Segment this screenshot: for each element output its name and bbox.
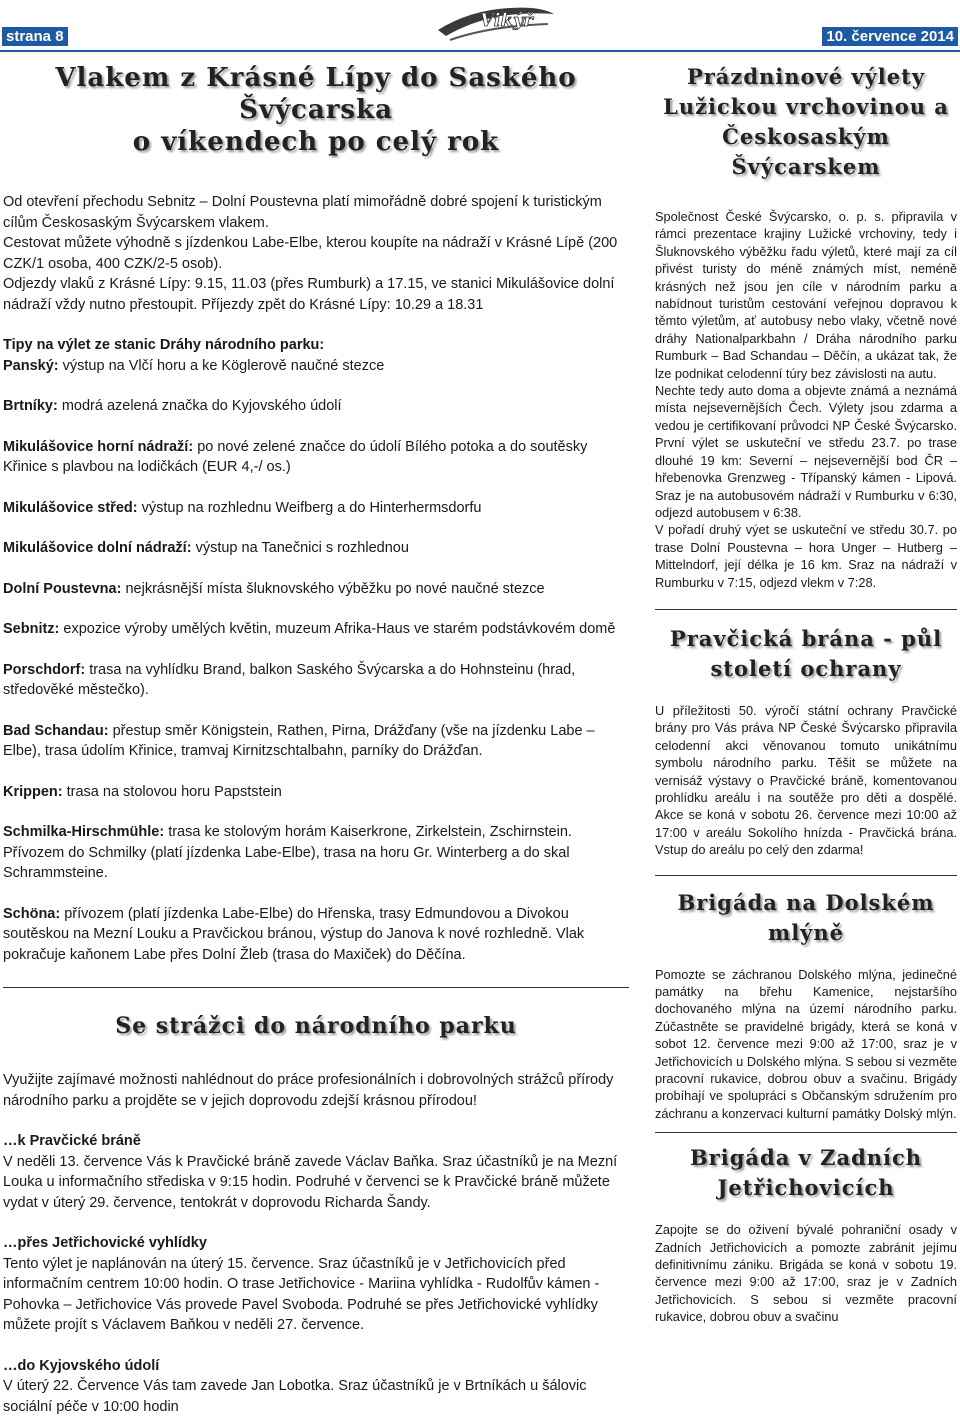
left-column (3, 62, 629, 1417)
intro-paragraph-3: Odjezdy vlaků z Krásné Lípy: 9.15, 11.03 (přes Rumburk) a 17.15, ve stanici Mikulášovice dolní nádraží vždy nutno přestoupit. Příjezdy zpět do Krásné Lípy: 10.29 a 18.31 (3, 276, 615, 313)
tip-item: Mikulášovice střed: výstup na rozhlednu Weifberg a do Hinterhermsdorfu (3, 499, 482, 516)
section-divider (655, 609, 957, 610)
right-column (655, 62, 957, 1326)
tip-item: Mikulášovice dolní nádraží: výstup na Tanečnici s rozhlednou (3, 540, 409, 556)
tip-item: Schöna: přívozem (platí jízdenka Labe-Elbe) do Hřenska, trasy Edmundovou a Divokou soutěskou na Mezní Louku a Pravčickou bránou, výstup do Janova k nové rozhledně. Vlak pokračuje kaňonem Labe přes Dolní Žleb (trasa do Maxiček) do Děčína. (3, 905, 585, 963)
section-divider (3, 987, 629, 988)
intro-paragraph-1: Od otevření přechodu Sebnitz – Dolní Poustevna platí mimořádně dobré spojení k turistickým cílům Českosaským Švýcarskem vlakem. (3, 194, 602, 231)
page-number: strana 8 (2, 27, 68, 46)
main-article-title: Vlakem z Krásné Lípy do Saského Švýcarska o víkendech po celý rok (55, 63, 577, 157)
rangers-title: Se strážci do národního parku (115, 1013, 517, 1039)
trip-heading: …k Pravčické bráně (3, 1133, 141, 1149)
tip-item: Dolní Poustevna: nejkrásnější místa šluknovského výběžku po nové naučné stezce (3, 580, 545, 597)
trip-text: V úterý 22. Července Vás tam zavede Jan Lobotka. Sraz účastníků je v Brtníkách u šálovic sociální péče v 10:00 hodin (3, 1378, 587, 1415)
logo-text: Vikýř (480, 10, 533, 31)
intro-paragraph-2: Cestovat můžete výhodně s jízdenkou Labe-Elbe, kterou koupíte na nádraží v Krásné Lípě (200 CZK/1 osoba, 400 CZK/2-5 osob). (3, 235, 618, 272)
box4-title: Brigáda v Zadních Jetřichovicích (689, 1145, 923, 1201)
section-divider (655, 1132, 957, 1133)
tip-item: Brtníky: modrá azelená značka do Kyjovského údolí (3, 398, 342, 414)
tip-item: Mikulášovice horní nádraží: po nové zelené značce do údolí Bílého potoka a do soutěsky Křinice s plavbou na lodičkách (EUR 4,-/ os.) (3, 438, 588, 475)
tip-item: Sebnitz: expozice výroby umělých květin, muzeum Afrika-Haus ve starém podstávkovém domě (3, 621, 616, 637)
header-rule (0, 50, 960, 52)
box3-paragraph: Pomozte se záchranou Dolského mlýna, jedinečné památky na břehu Kamenice, nejstaršího dochovaného mlýna na území národního parku. Zúčastněte se pravidelné brigády, která se koná v sobot 12. července mezi 9:00 až 17:00, sraz je v Jetřichovicích u Dolského mlýna. S sebou si vezměte pracovní rukavice, dobrou obuv a svačinu. Brigády probíhají ve spolupráci s Občanským sdružením pro záchranu a konzervaci kulturní památky Dolský mlýn. (655, 966, 957, 1121)
box1-paragraph: V pořadí druhý výet se uskuteční ve středu 30.7. po trase Dolní Poustevna – hora Unger – Hutberg – Mittelndorf, její délka je 16 km. Sraz na nádraží v Rumburku v 7:15, odjezd vlekm v 7:28. (655, 522, 957, 590)
box1-paragraph: Nechte tedy auto doma a objevte známá a neznámá místa nejsevernějších Čech. Výlety jsou zdarma a vedou je certifikovaní průvodci NP České Švýcarsko. První výlet se uskuteční ve středu 23.7. po trase dlouhé 19 km: Severní – nejsevernější bod ČR – hřebenovka Grenzweg - Třípanský kámen - Lipová. Sraz je na autobusovém nádraží v Rumburku v 6:30, odjezd autobusem v 6:38. (655, 383, 957, 520)
page-header (0, 0, 960, 56)
issue-date: 10. července 2014 (822, 27, 958, 46)
box3-title: Brigáda na Dolském mlýně (677, 889, 935, 945)
trip-text: Tento výlet je naplánován na úterý 15. července. Sraz účastníků je v Jetřichovicích před informačním centrem 10:00 hodin. O trase Jetřichovice - Mariina vyhlídka - Rudolfův kámen - Pohovka – Jetřichovice Vás provede Pavel Svoboda. Podruhé se přes Jetřichovické vyhlídky můžete projít s Václavem Baňkou v neděli 27. července. (3, 1255, 600, 1333)
tip-item: Panský: výstup na Vlčí horu a ke Köglerově naučné stezce (3, 357, 385, 374)
box2-title: Pravčická brána - půl století ochrany (669, 625, 943, 681)
box1-title: Prázdninové výlety Lužickou vrchovinou a Českosaským Švýcarskem (663, 64, 949, 179)
trip-heading: …do Kyjovského údolí (3, 1357, 160, 1374)
tips-heading: Tipy na výlet ze stanic Dráhy národního parku: (3, 337, 325, 353)
box2-paragraph: U příležitosti 50. výročí státní ochrany Pravčické brány pro Vás práva NP České Švýcarsko připravila celodenní akci věnovanou tomuto unikátnímu symbolu národního parku. Těšit se můžete na vernisáž výstavy o Pravčické bráně, komentovanou prohlídku areálu i na soutěže pro děti a dospělé. Akce se koná v sobotu 26. července mezi 10:00 až 17:00 v areálu Sokolího hnízda - Pravčická brána. Vstup do areálu po celý den zdarma! (655, 702, 957, 858)
tip-item: Krippen: trasa na stolovou horu Papststein (3, 783, 282, 800)
trip-heading: …přes Jetřichovické vyhlídky (3, 1235, 207, 1251)
vikyr-logo (430, 0, 560, 48)
tip-item: Schmilka-Hirschmühle: trasa ke stolovým horám Kaiserkrone, Zirkelstein, Zschirnstein. Přívozem do Schmilky (platí jízdenka Labe-Elbe), trasa na horu Gr. Winterberg a do skal Schrammsteine. (3, 824, 572, 881)
section-divider (655, 875, 957, 876)
tip-item: Porschdorf: trasa na vyhlídku Brand, balkon Saského Švýcarska a do Hohnsteinu (hrad, středověké městečko). (3, 661, 576, 698)
trip-text: V neděli 13. července Vás k Pravčické bráně zavede Václav Baňka. Sraz účastníků je na Mezní Louka u informačního střediska v 9:15 hodin. Podruhé v červenci se k Pravčické bráně můžete vydat v úterý 29. července, tentokrát v doprovodu Richarda Šandy. (3, 1153, 618, 1211)
rangers-intro: Využijte zajímavé možnosti nahlédnout do práce profesionálních i dobrovolných strážců přírody národního parku a projděte se v jejich doprovodu zdejší krásnou přírodou! (3, 1072, 614, 1109)
tip-item: Bad Schandau: přestup směr Königstein, Rathen, Pirna, Drážďany (vše na jízdenku Labe – Elbe), trasa údolím Křinice, tramvaj Kirnitzschtalbahn, parníky do Drážďan. (3, 722, 595, 759)
box4-paragraph: Zapojte se do oživení bývalé pohraniční osady v Zadních Jetřichovicích a pomozte zabránit jejímu definitivnímu zániku. Brigáda se koná v sobotu 19. července mezi 9:00 až 17:00, sraz je v Zadních Jetřichovicích. S sebou si vezměte pracovní rukavice, dobrou obuv a svačinu (655, 1222, 957, 1325)
box1-paragraph: Společnost České Švýcarsko, o. p. s. připravila v rámci prezentace krajiny Lužické vrchoviny, tedy i Šluknovského výběžku řadu výletů, které mají za cíl přivést turisty do méně známých míst, neméně krásných než jsou jen cíle v národním parku a nabídnout turistům cestování veřejnou dopravou k těmto výletům, ať autobusy nebo vlaky, včetně nové dráhy Nationalparkbahn / Dráha národního parku Rumburk – Bad Schandau – Děčín, a ukázat tak, že lze podnikat celodenní túry bez závislosti na autu. (655, 209, 957, 381)
